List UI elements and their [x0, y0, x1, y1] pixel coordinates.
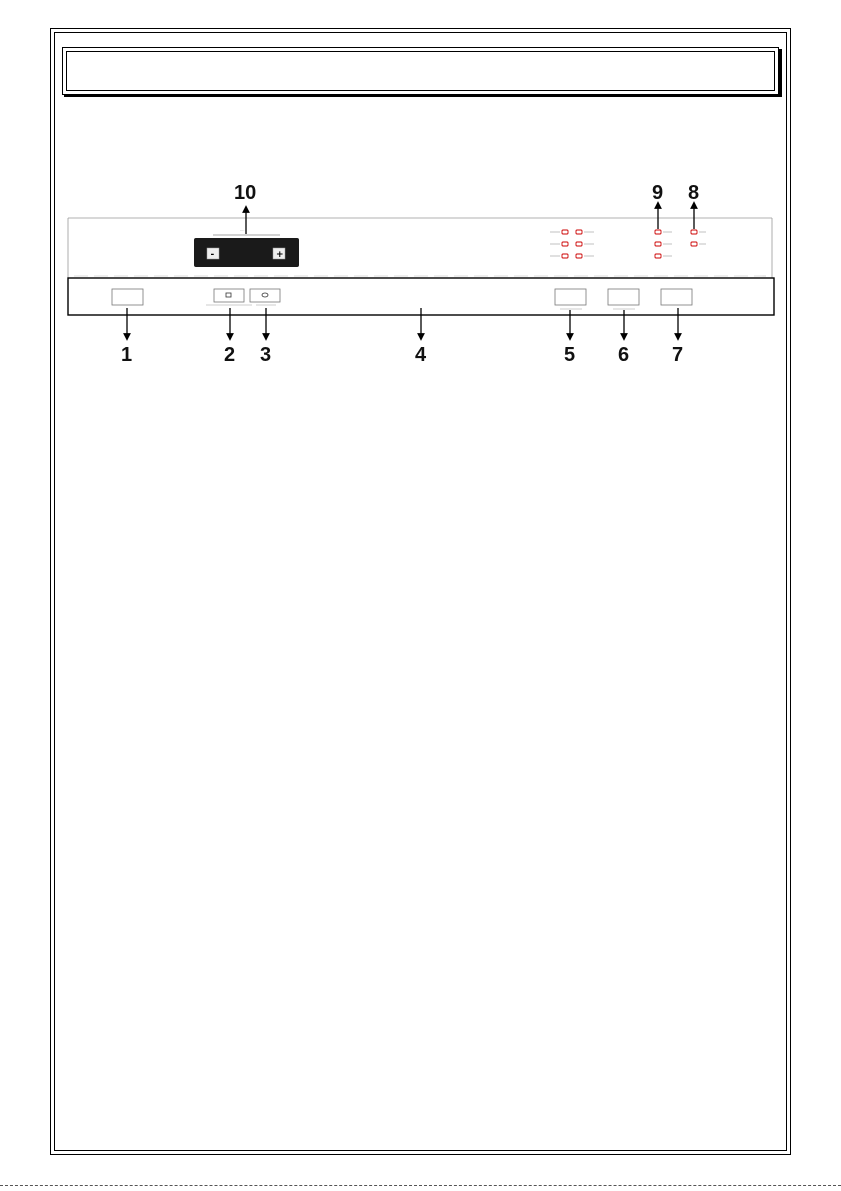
callout-4: 4	[415, 344, 427, 366]
indicator-lamp	[655, 254, 661, 258]
callout-5: 5	[564, 344, 576, 366]
indicator-9-labels	[663, 232, 672, 256]
indicator-group-8	[691, 230, 697, 246]
callout-6: 6	[618, 344, 630, 366]
indicator-lamp	[562, 254, 568, 258]
plus-label: +	[276, 250, 284, 260]
indicator-lamp	[562, 230, 568, 234]
callout-10: 10	[234, 182, 257, 204]
callout-3: 3	[260, 344, 272, 366]
button-7[interactable]	[661, 289, 692, 305]
indicator-lamp	[655, 242, 661, 246]
callout-1: 1	[121, 344, 133, 366]
indicator-lamp	[562, 242, 568, 246]
indicator-lamp	[655, 230, 661, 234]
indicator-group-9	[655, 230, 661, 258]
indicator-8-labels	[699, 232, 706, 244]
indicator-lamp	[576, 230, 582, 234]
upper-panel	[68, 218, 772, 278]
programme-indicators	[562, 230, 582, 258]
minus-label: -	[210, 250, 215, 260]
display-module	[194, 229, 299, 267]
indicator-lamp	[576, 254, 582, 258]
callout-2: 2	[224, 344, 236, 366]
indicator-lamp	[576, 242, 582, 246]
indicator-lamp	[691, 230, 697, 234]
display-tiny-label: ····	[240, 229, 245, 233]
programme-indicator-labels	[550, 232, 594, 256]
callout-8: 8	[688, 182, 700, 204]
button-1[interactable]	[112, 289, 143, 305]
indicator-lamp	[691, 242, 697, 246]
callout-7: 7	[672, 344, 684, 366]
callout-9: 9	[652, 182, 664, 204]
